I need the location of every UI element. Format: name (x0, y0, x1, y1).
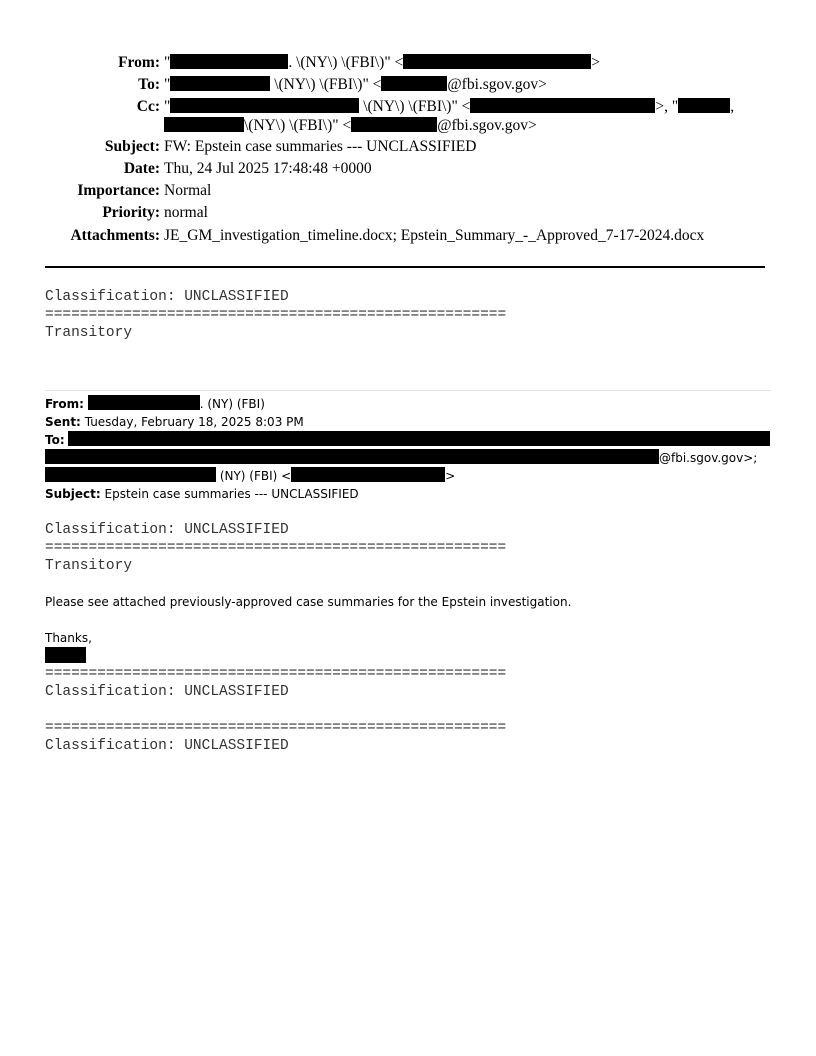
original-to-row-3: (NY) (FBI) < > (45, 467, 455, 485)
redaction-block (45, 647, 86, 663)
footer-separator-2: ===================================================== (45, 720, 507, 736)
importance-label: Importance: (77, 182, 160, 199)
message-classification: Classification: UNCLASSIFIED (45, 522, 289, 538)
priority-label: Priority: (102, 204, 160, 221)
redaction-block (678, 98, 730, 113)
header-to-row (0, 75, 816, 95)
priority-value: normal (164, 204, 208, 221)
message-transitory: Transitory (45, 558, 133, 574)
message-separator: ===================================================== (45, 540, 507, 556)
cc-value-line1: " \(NY\) \(FBI\)" < >, " , (164, 98, 735, 115)
redaction-block (45, 449, 659, 464)
original-from-row: From: . (NY) (FBI) (45, 397, 265, 411)
email-header (0, 0, 816, 260)
importance-value: Normal (164, 182, 212, 199)
original-subject-value: Epstein case summaries --- UNCLASSIFIED (104, 487, 359, 501)
to-value: " \(NY\) \(FBI\)" < @fbi.sgov.gov> (164, 76, 547, 93)
redaction-block (403, 54, 591, 69)
redaction-block (45, 467, 216, 482)
redaction-block (170, 98, 359, 113)
header-subject-row (0, 137, 816, 157)
cc-label: Cc: (136, 98, 160, 115)
footer-classification-1: Classification: UNCLASSIFIED (45, 684, 289, 700)
attachments-value[interactable]: JE_GM_investigation_timeline.docx; Epstein_Summary_-_Approved_7-17-2024.docx (164, 227, 705, 244)
subject-label: Subject: (104, 138, 160, 155)
redaction-block (291, 467, 445, 482)
from-value: " . \(NY\) \(FBI\)" < > (164, 54, 601, 71)
original-to-label: To: (45, 433, 65, 447)
original-subject-row (45, 485, 359, 503)
top-separator: ===================================================== (45, 307, 507, 323)
signature-row (45, 647, 86, 666)
cc-value-line2: \(NY\) \(FBI\)" < @fbi.sgov.gov> (164, 116, 537, 136)
redaction-block (170, 76, 270, 91)
header-date-row (0, 159, 816, 179)
redaction-block (351, 117, 437, 132)
header-priority-row (0, 203, 816, 223)
to-label: To: (138, 76, 160, 93)
original-to-row-2: @fbi.sgov.gov>; (45, 449, 757, 467)
redaction-block (68, 431, 770, 446)
original-sent-value: Tuesday, February 18, 2025 8:03 PM (84, 415, 304, 429)
subject-value: FW: Epstein case summaries --- UNCLASSIFIED (164, 138, 477, 155)
footer-classification-2: Classification: UNCLASSIFIED (45, 738, 289, 754)
header-attachments-row (0, 226, 816, 246)
redaction-block (381, 76, 447, 91)
message-signoff: Thanks, (45, 631, 92, 645)
header-cc-row-2 (0, 116, 816, 136)
top-classification: Classification: UNCLASSIFIED (45, 289, 289, 305)
header-from-row (0, 53, 816, 73)
original-to-row (45, 431, 770, 449)
top-transitory: Transitory (45, 325, 133, 341)
redaction-block (170, 54, 288, 69)
original-subject-label: Subject: (45, 487, 101, 501)
redaction-block (88, 395, 200, 410)
quoted-divider (45, 390, 771, 391)
from-label: From: (118, 54, 160, 71)
footer-separator-1: ===================================================== (45, 666, 507, 682)
redaction-block (164, 117, 244, 132)
original-sent-label: Sent: (45, 415, 81, 429)
original-from-label: From: (45, 397, 84, 411)
date-value: Thu, 24 Jul 2025 17:48:48 +0000 (164, 160, 372, 177)
message-body-text: Please see attached previously-approved case summaries for the Epstein investigation. (45, 595, 572, 609)
header-divider (45, 266, 765, 268)
redaction-block (470, 98, 655, 113)
original-sent-row (45, 413, 304, 431)
date-label: Date: (123, 160, 160, 177)
header-importance-row (0, 181, 816, 201)
header-cc-row (0, 97, 816, 117)
attachments-label: Attachments: (70, 227, 160, 244)
